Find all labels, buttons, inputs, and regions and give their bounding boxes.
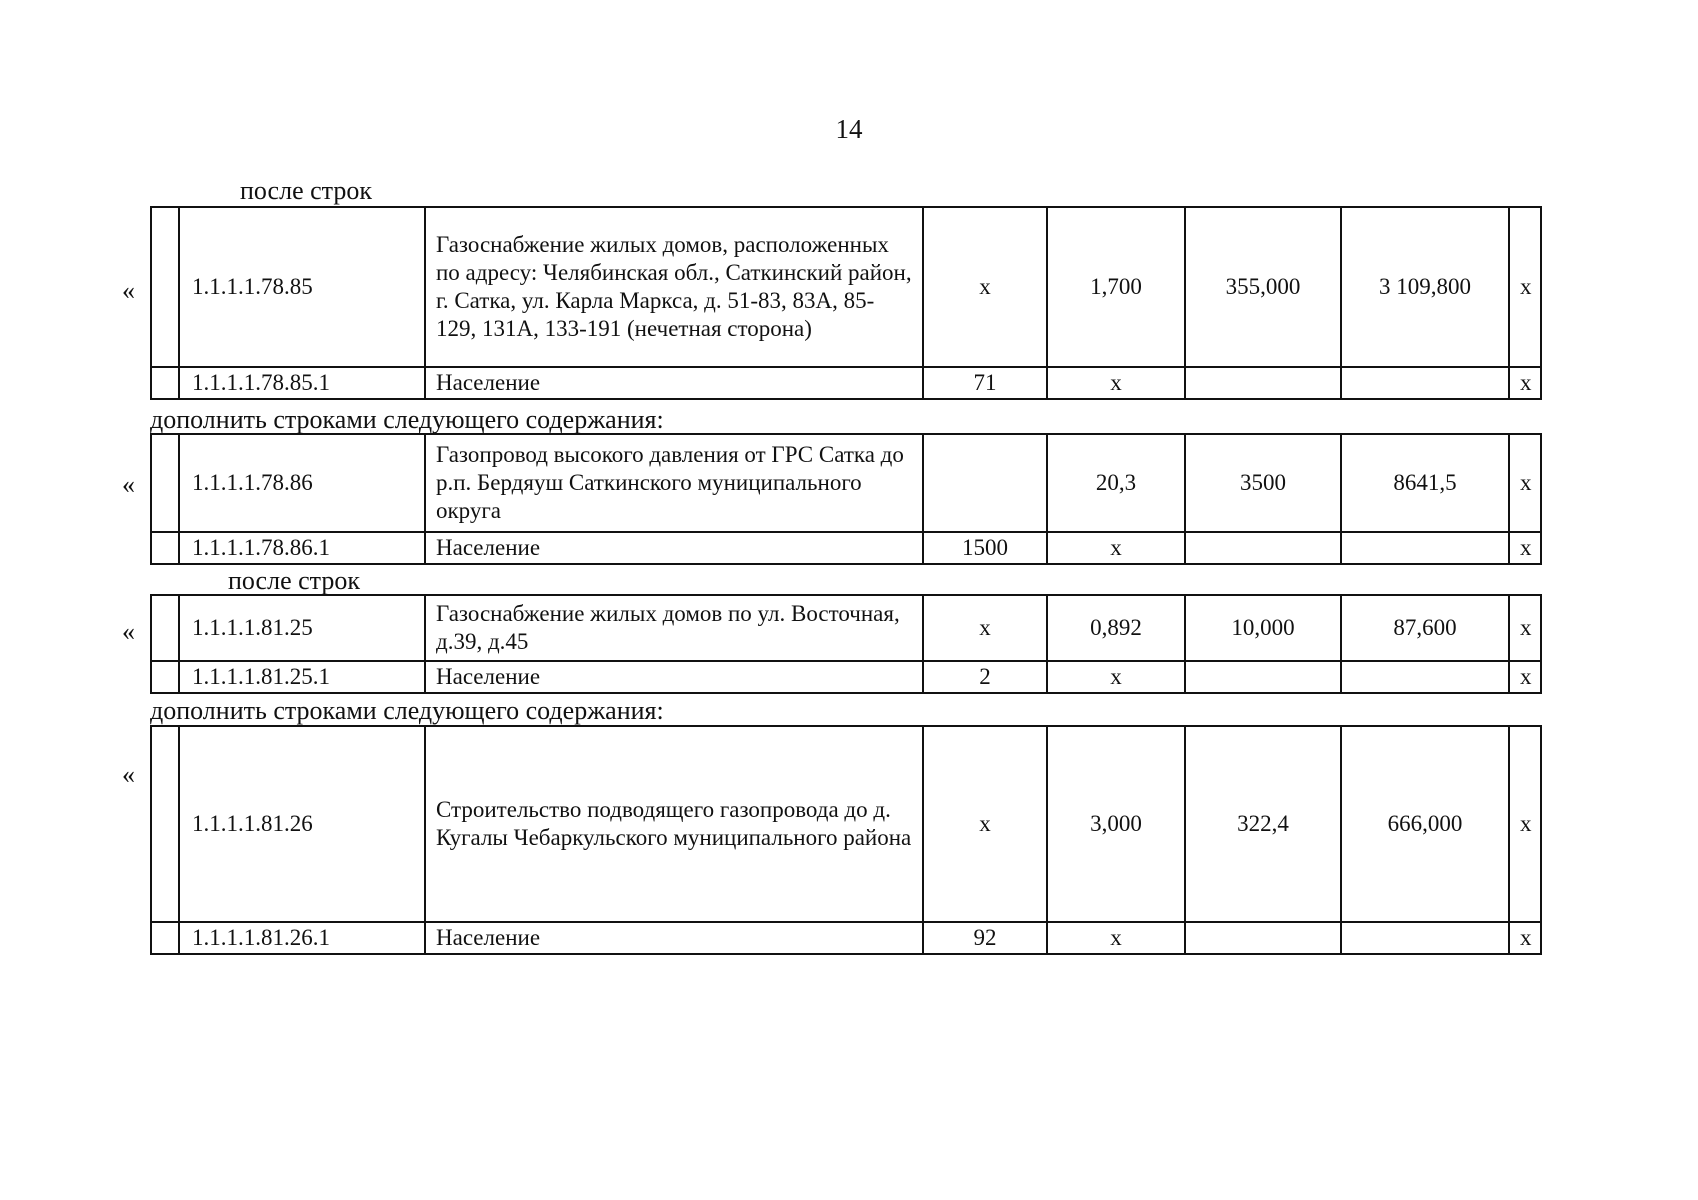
object-name: Газоснабжение жилых домов, расположенных по адресу: Челябинская обл., Саткинский район, г. Сатка, ул. Карла Маркса, д. 51-83, 83А, 85-129, 131А, 133-191 (нечетная сторона): [425, 207, 923, 367]
page-number: 14: [835, 114, 863, 144]
last-cell: х: [1509, 922, 1541, 954]
population-cell: х: [923, 207, 1047, 367]
capacity-cell: [1185, 661, 1341, 693]
cost-cell: [1341, 532, 1509, 564]
section-table: [150, 594, 1542, 694]
length-cell: 20,3: [1047, 434, 1185, 532]
section-caption: дополнить строками следующего содержания:: [150, 405, 664, 434]
blank-cell: [151, 595, 179, 661]
table-row: [151, 922, 1541, 954]
population-cell: 1500: [923, 532, 1047, 564]
section-table: [150, 725, 1542, 955]
opening-quote-mark: «: [122, 470, 135, 499]
table-row: [151, 726, 1541, 922]
population-cell: 92: [923, 922, 1047, 954]
object-name: Население: [425, 532, 923, 564]
opening-quote-mark: «: [122, 276, 135, 305]
capacity-cell: 355,000: [1185, 207, 1341, 367]
last-cell: х: [1509, 367, 1541, 399]
row-code: 1.1.1.1.78.86: [179, 434, 425, 532]
population-cell: х: [923, 726, 1047, 922]
last-cell: х: [1509, 595, 1541, 661]
object-name: Население: [425, 367, 923, 399]
population-cell: [923, 434, 1047, 532]
blank-cell: [151, 922, 179, 954]
last-cell: х: [1509, 434, 1541, 532]
capacity-cell: [1185, 367, 1341, 399]
row-code: 1.1.1.1.81.25.1: [179, 661, 425, 693]
last-cell: х: [1509, 532, 1541, 564]
section-caption: после строк: [240, 176, 372, 205]
capacity-cell: 3500: [1185, 434, 1341, 532]
last-cell: х: [1509, 661, 1541, 693]
cost-cell: 8641,5: [1341, 434, 1509, 532]
section-table: [150, 206, 1542, 400]
row-code: 1.1.1.1.78.85.1: [179, 367, 425, 399]
object-name: Газоснабжение жилых домов по ул. Восточная, д.39, д.45: [425, 595, 923, 661]
object-name: Газопровод высокого давления от ГРС Сатка до р.п. Бердяуш Саткинского муниципального округа: [425, 434, 923, 532]
section-caption: после строк: [228, 566, 360, 595]
population-cell: 71: [923, 367, 1047, 399]
row-code: 1.1.1.1.78.85: [179, 207, 425, 367]
capacity-cell: [1185, 532, 1341, 564]
blank-cell: [151, 434, 179, 532]
cost-cell: [1341, 367, 1509, 399]
blank-cell: [151, 207, 179, 367]
blank-cell: [151, 367, 179, 399]
cost-cell: 666,000: [1341, 726, 1509, 922]
length-cell: 3,000: [1047, 726, 1185, 922]
blank-cell: [151, 726, 179, 922]
blank-cell: [151, 661, 179, 693]
capacity-cell: [1185, 922, 1341, 954]
population-cell: х: [923, 595, 1047, 661]
cost-cell: [1341, 661, 1509, 693]
last-cell: х: [1509, 726, 1541, 922]
table-row: [151, 207, 1541, 367]
length-cell: х: [1047, 532, 1185, 564]
population-cell: 2: [923, 661, 1047, 693]
row-code: 1.1.1.1.81.25: [179, 595, 425, 661]
object-name: Строительство подводящего газопровода до д. Кугалы Чебаркульского муниципального района: [425, 726, 923, 922]
row-code: 1.1.1.1.78.86.1: [179, 532, 425, 564]
last-cell: х: [1509, 207, 1541, 367]
length-cell: х: [1047, 922, 1185, 954]
opening-quote-mark: «: [122, 617, 135, 646]
table-row: [151, 595, 1541, 661]
table-row: [151, 661, 1541, 693]
length-cell: 1,700: [1047, 207, 1185, 367]
row-code: 1.1.1.1.81.26.1: [179, 922, 425, 954]
table-row: [151, 367, 1541, 399]
object-name: Население: [425, 661, 923, 693]
section-caption: дополнить строками следующего содержания:: [150, 696, 664, 725]
cost-cell: [1341, 922, 1509, 954]
cost-cell: 87,600: [1341, 595, 1509, 661]
capacity-cell: 322,4: [1185, 726, 1341, 922]
length-cell: 0,892: [1047, 595, 1185, 661]
opening-quote-mark: «: [122, 760, 135, 789]
cost-cell: 3 109,800: [1341, 207, 1509, 367]
section-table: [150, 433, 1542, 565]
table-row: [151, 532, 1541, 564]
object-name: Население: [425, 922, 923, 954]
table-row: [151, 434, 1541, 532]
blank-cell: [151, 532, 179, 564]
length-cell: х: [1047, 367, 1185, 399]
capacity-cell: 10,000: [1185, 595, 1341, 661]
length-cell: х: [1047, 661, 1185, 693]
row-code: 1.1.1.1.81.26: [179, 726, 425, 922]
